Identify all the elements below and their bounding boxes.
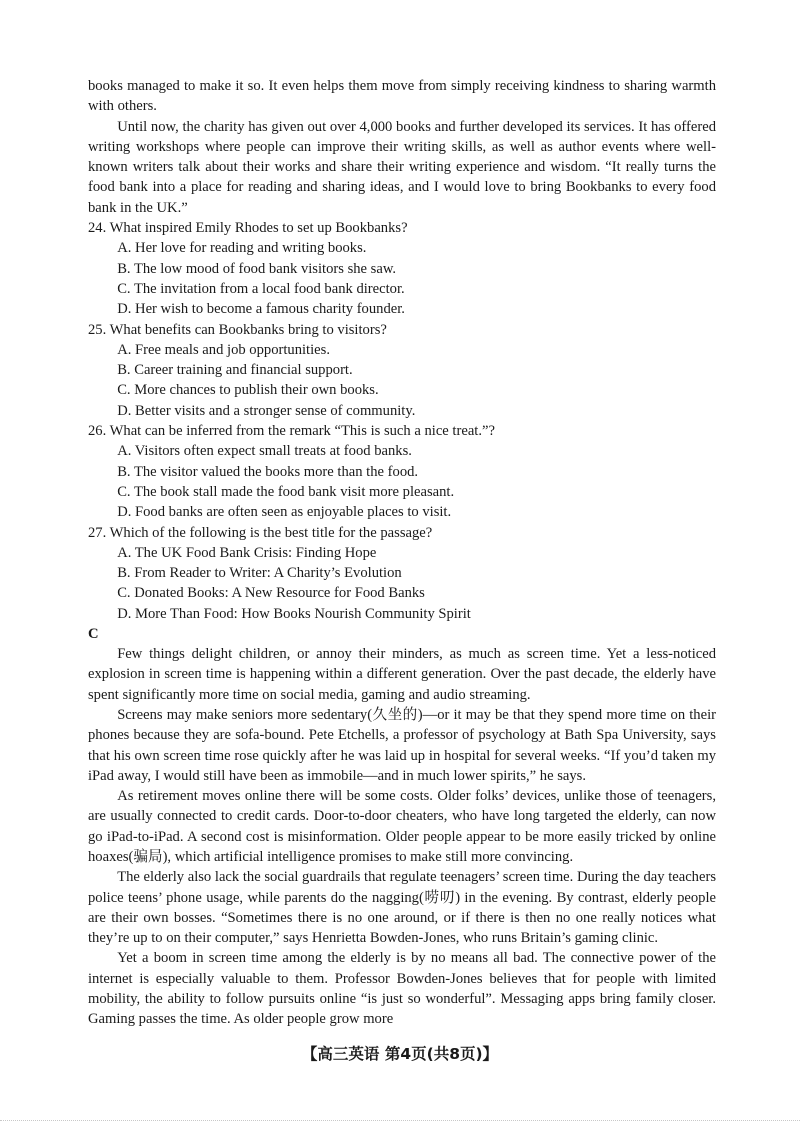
option-b: B. Career training and financial support. [117, 362, 353, 379]
passage-b-paragraph: books managed to make it so. It even helps them move from simply receiving kindness to sharing warmth with others. [88, 78, 716, 115]
question-27 [88, 523, 716, 624]
option-b: B. The visitor valued the books more than the food. [117, 463, 419, 480]
option-d: D. Her wish to become a famous charity founder. [117, 301, 405, 318]
question-stem: 26. What can be inferred from the remark “This is such a nice treat.”? [88, 423, 495, 440]
option-b: B. From Reader to Writer: A Charity’s Evolution [117, 565, 402, 582]
option-d: D. More Than Food: How Books Nourish Community Spirit [117, 605, 471, 622]
option-a: A. The UK Food Bank Crisis: Finding Hope [117, 544, 377, 561]
passage-c-paragraph: The elderly also lack the social guardrails that regulate teenagers’ screen time. During the day teachers police teens’ phone usage, while parents do the nagging(唠叨) in the evening. By contrast, elderly people are their own bosses. “Sometimes there is no one around, or if there is then no one really notices what they’re up to on their computer,” says Henrietta Bowden-Jones, who runs Britain’s gaming clinic. [88, 869, 716, 947]
passage-c-paragraph: Screens may make seniors more sedentary(久坐的)—or it may be that they spend more time on their phones because they are sofa-bound. Pete Etchells, a professor of psychology at Bath Spa University, says that his own screen time rose quickly after he was laid up in hospital for several weeks. “If you’d taken my iPad away, I would still have been as immobile—and in much lower spirits,” he says. [88, 706, 716, 784]
passage-c-paragraph: Few things delight children, or annoy their minders, as much as screen time. Yet a less-noticed explosion in screen time is happening within a different generation. Over the past decade, the elderly have spent significantly more time on social media, gaming and audio streaming. [88, 646, 716, 703]
question-stem: 27. Which of the following is the best title for the passage? [88, 524, 433, 541]
option-c: C. The invitation from a local food bank director. [117, 280, 405, 297]
option-c: C. More chances to publish their own books. [117, 382, 379, 399]
passage-b-paragraph: Until now, the charity has given out over 4,000 books and further developed its services. It has offered writing workshops where people can improve their writing skills, as well as author events where well-known writers talk about their works and share their writing experience and wisdom. “It really turns the food bank into a place for reading and sharing ideas, and I would love to bring Bookbanks to every food bank in the UK.” [88, 118, 716, 216]
page-content [88, 76, 716, 1030]
option-a: A. Visitors often expect small treats at food banks. [117, 443, 412, 460]
question-stem: 25. What benefits can Bookbanks bring to visitors? [88, 321, 387, 338]
option-c: C. Donated Books: A New Resource for Food Banks [117, 585, 425, 602]
option-d: D. Food banks are often seen as enjoyable places to visit. [117, 504, 452, 521]
page-footer: 【高三英语 第4页(共8页)】 [301, 1045, 499, 1063]
option-c: C. The book stall made the food bank visit more pleasant. [117, 483, 455, 500]
passage-c-paragraph: Yet a boom in screen time among the elderly is by no means all bad. The connective power of the internet is especially valuable to them. Professor Bowden-Jones believes that for people with limited mobility, the ability to follow pursuits online “is just so wonderful”. Messaging apps bring family closer. Gaming passes the time. As older people grow more [88, 950, 716, 1028]
option-a: A. Free meals and job opportunities. [117, 341, 330, 358]
question-25 [88, 320, 716, 421]
passage-c-paragraph: As retirement moves online there will be some costs. Older folks’ devices, unlike those of teenagers, are usually connected to credit cards. Door-to-door cheaters, who have long targeted the elderly, can now go iPad-to-iPad. A second cost is misinformation. Older people appear to be more easily tricked by online hoaxes(骗局), which artificial intelligence promises to make still more convincing. [88, 788, 716, 865]
option-d: D. Better visits and a stronger sense of community. [117, 402, 416, 419]
option-b: B. The low mood of food bank visitors she saw. [117, 260, 397, 277]
question-stem: 24. What inspired Emily Rhodes to set up Bookbanks? [88, 220, 408, 237]
question-26 [88, 421, 716, 522]
option-a: A. Her love for reading and writing books. [117, 240, 367, 257]
footer-divider [0, 1120, 800, 1121]
section-heading-c: C [88, 626, 99, 643]
question-24 [88, 218, 716, 319]
